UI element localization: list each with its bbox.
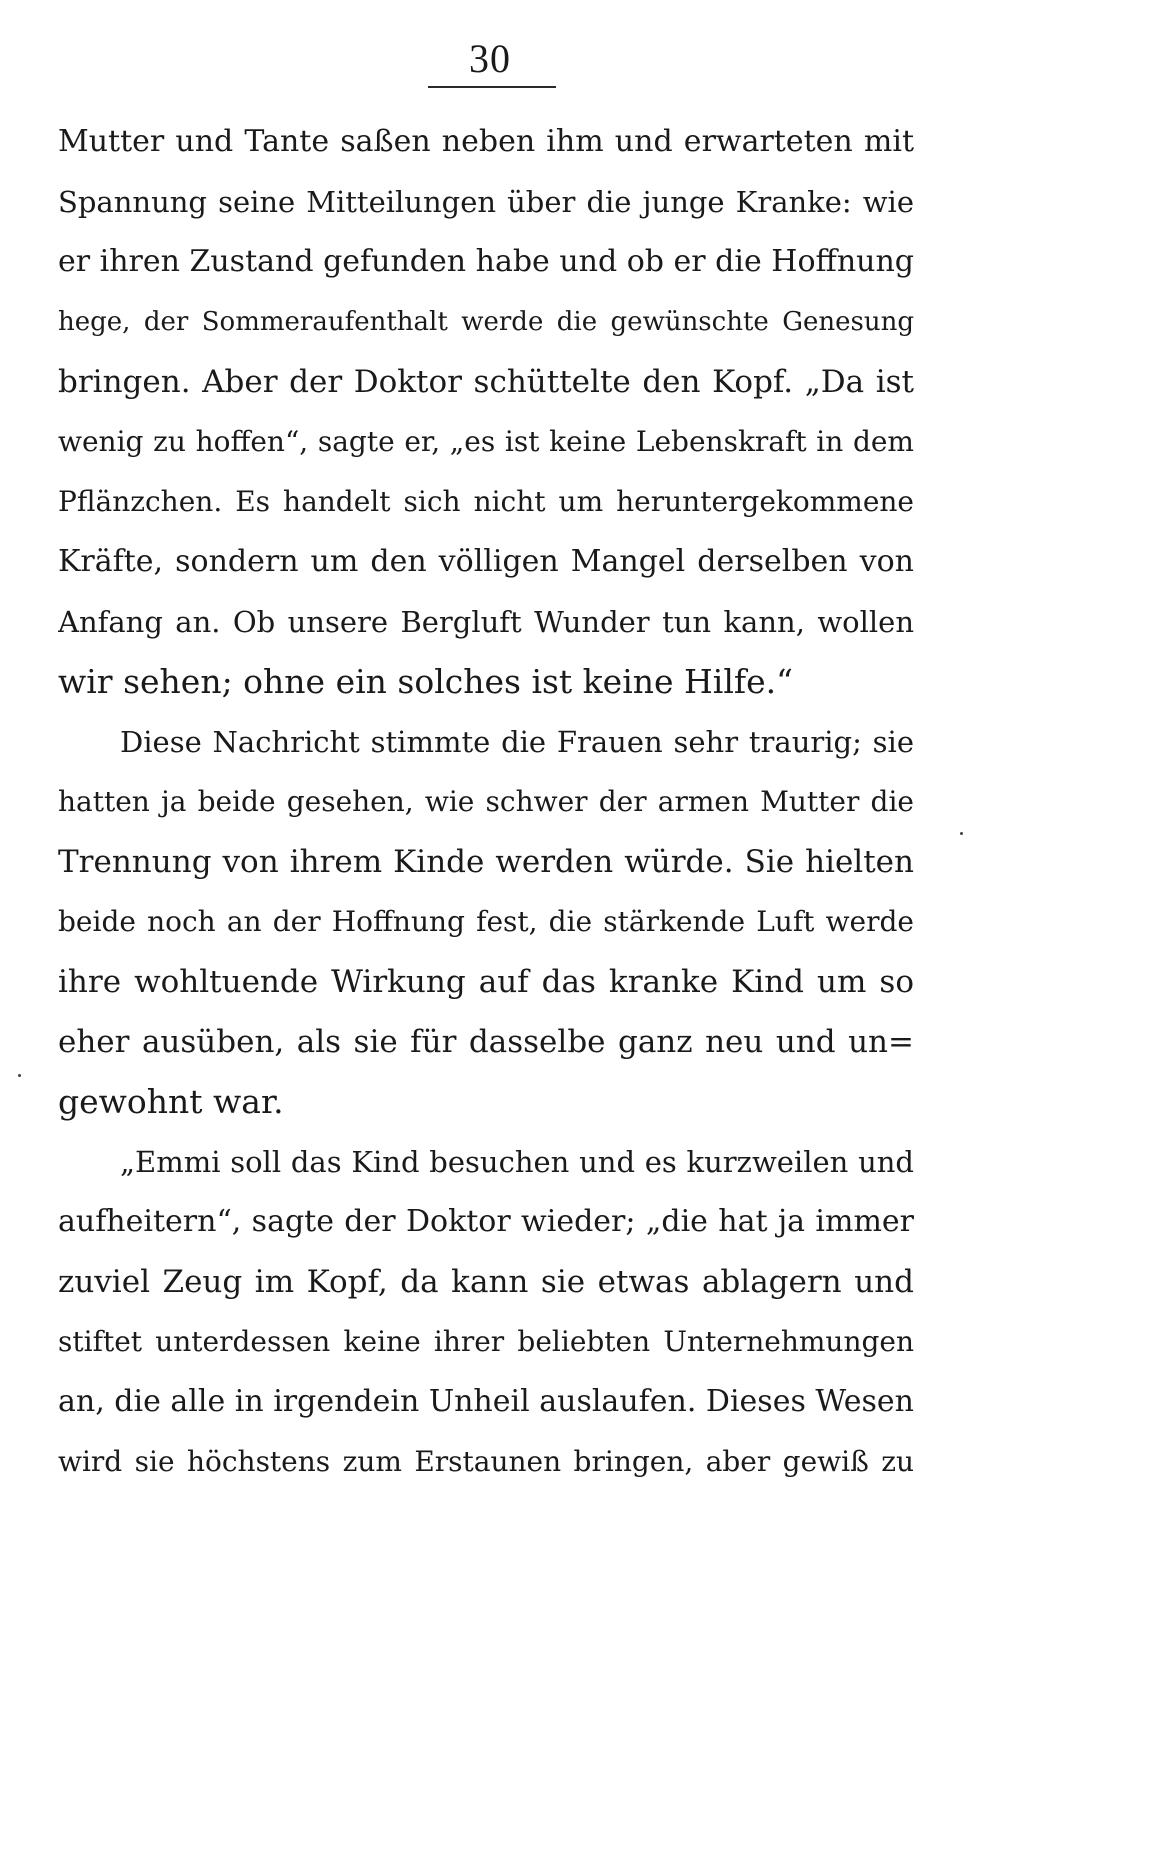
body-text xyxy=(58,112,914,1492)
text-line: hatten ja beide gesehen, wie schwer der armen Mutter die xyxy=(58,785,914,818)
text-line: gewohnt war. xyxy=(58,1082,284,1121)
text-line: „Emmi soll das Kind besuchen und es kurzweilen und xyxy=(120,1145,914,1179)
text-line: er ihren Zustand gefunden habe und ob er die Hoffnung xyxy=(58,244,914,279)
text-line: Anfang an. Ob unsere Bergluft Wunder tun kann, wollen xyxy=(58,605,914,639)
text-line: ihre wohltuende Wirkung auf das kranke Kind um so xyxy=(58,964,914,1000)
header-rule xyxy=(428,86,556,88)
text-line: Trennung von ihrem Kinde werden würde. Sie hielten xyxy=(58,844,914,880)
text-line: wird sie höchstens zum Erstaunen bringen, aber gewiß zu xyxy=(58,1445,914,1478)
text-line: Pflänzchen. Es handelt sich nicht um heruntergekommene xyxy=(58,485,914,518)
text-line: stiftet unterdessen keine ihrer beliebten Unternehmungen xyxy=(58,1325,914,1358)
paper-speck xyxy=(18,1074,21,1077)
text-line: wir sehen; ohne ein solches ist keine Hilfe.“ xyxy=(58,662,794,701)
text-line: an, die alle in irgendein Unheil auslaufen. Dieses Wesen xyxy=(58,1384,914,1419)
text-line: aufheitern“, sagte der Doktor wieder; „die hat ja immer xyxy=(58,1204,914,1239)
text-line: zuviel Zeug im Kopf, da kann sie etwas ablagern und xyxy=(58,1264,914,1300)
paper-speck xyxy=(960,832,963,835)
text-line: Spannung seine Mitteilungen über die junge Kranke: wie xyxy=(58,185,914,219)
text-line: hege, der Sommeraufenthalt werde die gewünschte Genesung xyxy=(58,307,914,337)
text-line: wenig zu hoffen“, sagte er, „es ist keine Lebenskraft in dem xyxy=(58,425,914,458)
text-line: Mutter und Tante saßen neben ihm und erwarteten mit xyxy=(58,124,914,159)
text-line: Diese Nachricht stimmte die Frauen sehr traurig; sie xyxy=(120,725,914,759)
text-line: bringen. Aber der Doktor schüttelte den Kopf. „Da ist xyxy=(58,364,914,400)
text-line: Kräfte, sondern um den völligen Mangel derselben von xyxy=(58,544,914,579)
page-number: 30 xyxy=(469,36,511,81)
text-line: eher ausüben, als sie für dasselbe ganz neu und un= xyxy=(58,1024,914,1060)
text-line: beide noch an der Hoffnung fest, die stärkende Luft werde xyxy=(58,905,914,938)
